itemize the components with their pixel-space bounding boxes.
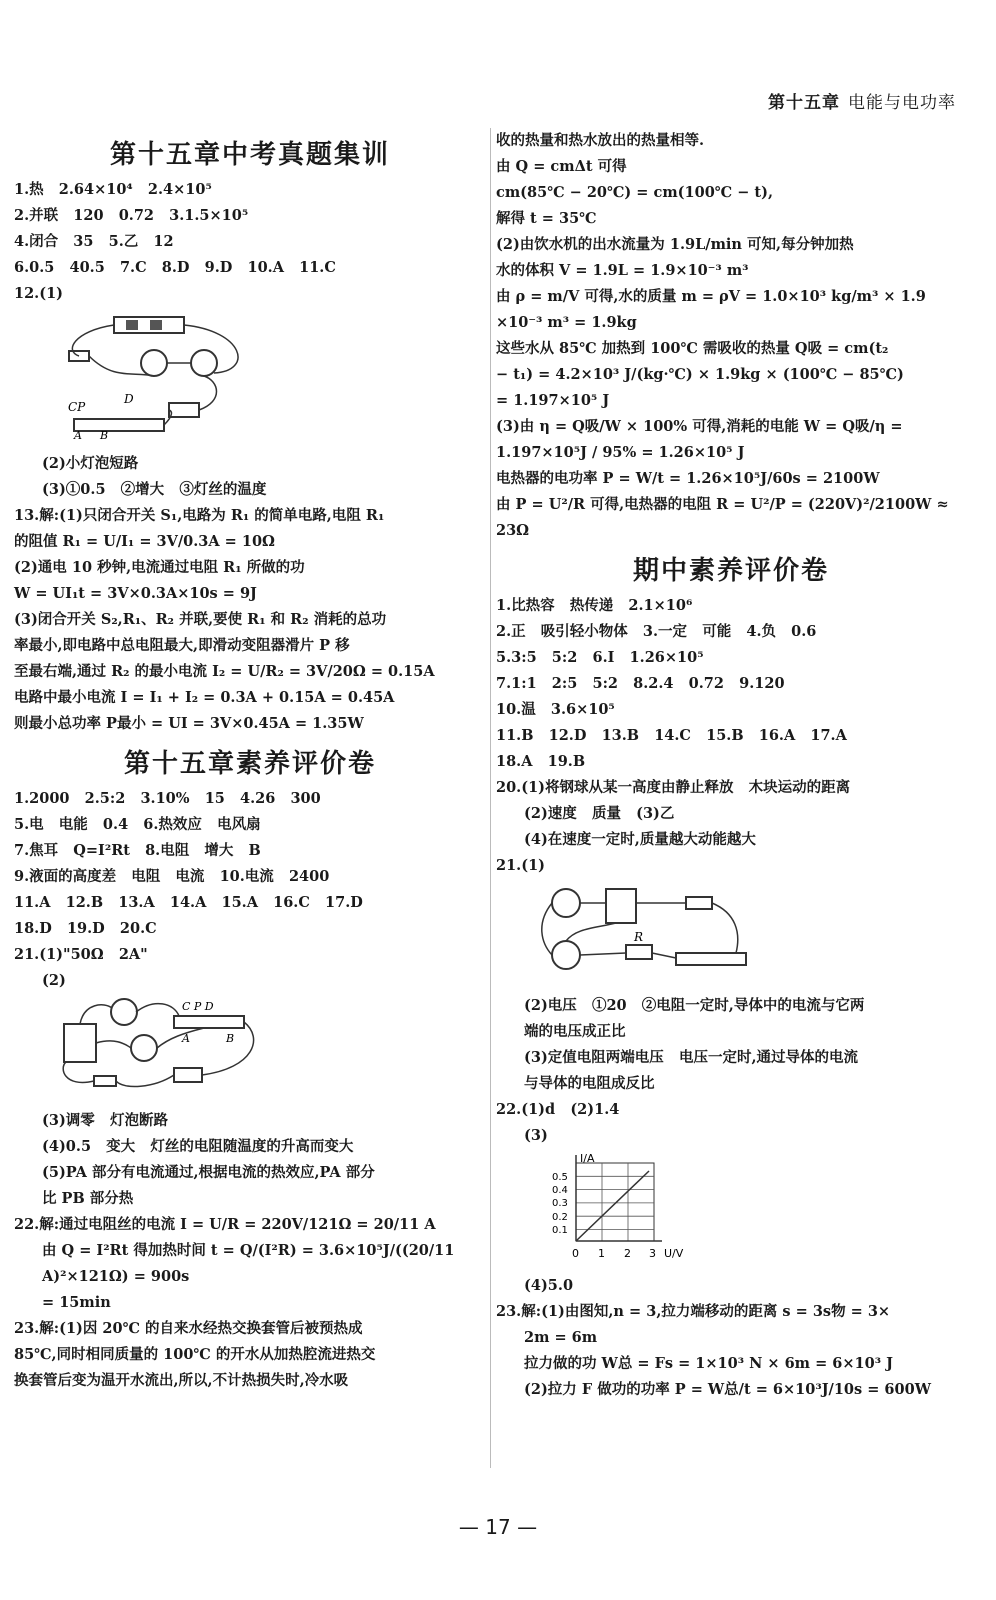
answer-line: 1.热 2.64×10⁴ 2.4×10⁵	[14, 181, 212, 198]
answer-line: 22.解:通过电阻丝的电流 I = U/R = 220V/121Ω = 20/11 A	[14, 1216, 436, 1233]
answer-line: 20.(1)将钢球从某一高度由静止释放 木块运动的距离	[496, 779, 851, 796]
answer-line: (3)闭合开关 S₂,R₁、R₂ 并联,要使 R₁ 和 R₂ 消耗的总功	[14, 611, 387, 628]
answer-block	[14, 786, 486, 994]
answer-block	[14, 177, 486, 307]
answer-line: (2)小灯泡短路	[42, 455, 139, 472]
answer-line: 由 ρ = m/V 可得,水的质量 m = ρV = 1.0×10³ kg/m³ × 1.9	[496, 288, 926, 305]
graph-xtick: 1	[598, 1247, 605, 1260]
answer-line: 由 Q = cmΔt 可得	[496, 158, 627, 175]
svg-text:A: A	[74, 429, 82, 441]
answer-line: (3)定值电阻两端电压 电压一定时,通过导体的电流	[524, 1049, 859, 1066]
answer-line: (2)通电 10 秒钟,电流通过电阻 R₁ 所做的功	[14, 559, 305, 576]
answer-line: = 15min	[42, 1294, 111, 1311]
svg-text:B: B	[100, 429, 109, 441]
svg-text:C P D: C P D	[182, 1000, 214, 1013]
graph-xlabel: U/V	[664, 1247, 684, 1260]
answer-line: (4)0.5 变大 灯丝的电阻随温度的升高而变大	[42, 1138, 354, 1155]
answer-line: 拉力做的功 W总 = Fs = 1×10³ N × 6m = 6×10³ J	[524, 1355, 893, 1372]
section-title: 期中素养评价卷	[632, 556, 829, 586]
answer-line: 7.1:1 2:5 5:2 8.2.4 0.72 9.120	[496, 675, 785, 692]
answer-block	[496, 593, 966, 879]
svg-text:B: B	[226, 1032, 235, 1045]
answer-block	[14, 451, 486, 737]
answer-line: 9.液面的高度差 电阻 电流 10.电流 2400	[14, 868, 330, 885]
answer-line: 由 Q = I²Rt 得加热时间 t = Q/(I²R) = 3.6×10⁵J/((20/11 A)²×121Ω) = 900s	[42, 1242, 460, 1285]
graph-ylabel: I/A	[580, 1153, 595, 1165]
answer-line: 10.温 3.6×10⁵	[496, 701, 615, 718]
chapter-label: 第十五章	[768, 93, 840, 113]
i-u-graph	[536, 1153, 736, 1263]
left-column	[14, 128, 486, 1394]
answer-line: 电热器的电功率 P = W/t = 1.26×10⁵J/60s = 2100W	[496, 470, 880, 487]
answer-line: 至最右端,通过 R₂ 的最小电流 I₂ = U/R₂ = 3V/20Ω = 0.15A	[14, 663, 435, 680]
graph-ytick: 0.1	[552, 1225, 568, 1236]
answer-line: 与导体的电阻成反比	[524, 1075, 655, 1092]
answer-line: 4.闭合 35 5.乙 12	[14, 233, 174, 250]
answer-line: ×10⁻³ m³ = 1.9kg	[496, 314, 637, 331]
answer-line: 22.(1)d (2)1.4	[496, 1101, 620, 1118]
answer-block	[496, 993, 966, 1149]
svg-text:R: R	[634, 930, 644, 944]
answer-block	[496, 128, 966, 544]
answer-line: 5.电 电能 0.4 6.热效应 电风扇	[14, 816, 261, 833]
answer-line: 23.解:(1)因 20℃ 的自来水经热交换套管后被预热成	[14, 1320, 363, 1337]
answer-line: 11.A 12.B 13.A 14.A 15.A 16.C 17.D	[14, 894, 363, 911]
answer-line: 2.正 吸引轻小物体 3.一定 可能 4.负 0.6	[496, 623, 817, 640]
answer-line: 换套管后变为温开水流出,所以,不计热损失时,冷水吸	[14, 1372, 349, 1389]
graph-ytick: 0.2	[552, 1212, 568, 1223]
column-divider	[490, 128, 491, 1468]
answer-line: 13.解:(1)只闭合开关 S₁,电路为 R₁ 的简单电路,电阻 R₁	[14, 507, 385, 524]
answer-line: 比 PB 部分热	[42, 1190, 134, 1207]
answer-block	[14, 1108, 486, 1394]
answer-line: (2)拉力 F 做功的功率 P = W总/t = 6×10³J/10s = 600W	[524, 1381, 931, 1398]
svg-text:A: A	[182, 1032, 190, 1045]
answer-line: (2)速度 质量 (3)乙	[524, 805, 675, 822]
answer-line: (2)	[42, 972, 66, 989]
answer-line: (4)在速度一定时,质量越大动能越大	[524, 831, 756, 848]
answer-line: 85℃,同时相同质量的 100℃ 的开水从加热腔流进热交	[14, 1346, 376, 1363]
answer-line: 由 P = U²/R 可得,电热器的电阻 R = U²/P = (220V)²/2100W ≈ 23Ω	[496, 496, 954, 539]
answer-line: 1.2000 2.5:2 3.10% 15 4.26 300	[14, 790, 321, 807]
answer-line: cm(85℃ − 20℃) = cm(100℃ − t),	[496, 184, 774, 201]
answer-line: 21.(1)	[496, 857, 546, 874]
answer-line: 的阻值 R₁ = U/I₁ = 3V/0.3A = 10Ω	[14, 533, 275, 550]
graph-xtick: 3	[649, 1247, 656, 1260]
section-title: 第十五章中考真题集训	[109, 140, 390, 170]
answer-line: 这些水从 85℃ 加热到 100℃ 需吸收的热量 Q吸 = cm(t₂	[496, 340, 889, 357]
answer-line: 18.A 19.B	[496, 753, 586, 770]
section-title: 第十五章素养评价卷	[123, 749, 376, 779]
answer-line: 5.3:5 5:2 6.Ⅰ 1.26×10⁵	[496, 649, 704, 666]
answer-line: 21.(1)"50Ω 2A"	[14, 946, 148, 963]
page-number: — 17 —	[458, 1515, 538, 1539]
answer-line: 6.0.5 40.5 7.C 8.D 9.D 10.A 11.C	[14, 259, 336, 276]
answer-line: (3)①0.5 ②增大 ③灯丝的温度	[42, 481, 267, 498]
answer-line: (2)电压 ①20 ②电阻一定时,导体中的电流与它两	[524, 997, 865, 1014]
answer-line: (5)PA 部分有电流通过,根据电流的热效应,PA 部分	[42, 1164, 375, 1181]
svg-text:D: D	[124, 392, 134, 406]
answer-line: (3)由 η = Q吸/W × 100% 可得,消耗的电能 W = Q吸/η =	[496, 418, 903, 435]
answer-line: 12.(1)	[14, 285, 64, 302]
answer-line: 解得 t = 35℃	[496, 210, 597, 227]
answer-line: − t₁) = 4.2×10³ J/(kg·℃) × 1.9kg × (100℃ − 85℃)	[496, 366, 904, 383]
answer-line: 1.比热容 热传递 2.1×10⁶	[496, 597, 693, 614]
graph-ytick: 0.4	[552, 1185, 568, 1196]
graph-ytick: 0.3	[552, 1198, 568, 1209]
answer-line: 11.B 12.D 13.B 14.C 15.B 16.A 17.A	[496, 727, 847, 744]
answer-line: 水的体积 V = 1.9L = 1.9×10⁻³ m³	[496, 262, 749, 279]
answer-line: 1.197×10⁵J / 95% = 1.26×10⁵ J	[496, 444, 745, 461]
answer-line: 端的电压成正比	[524, 1023, 626, 1040]
circuit-diagram	[54, 998, 274, 1098]
graph-ytick: 0.5	[552, 1172, 568, 1183]
graph-xtick: 0	[572, 1247, 579, 1260]
svg-text:CP: CP	[68, 400, 86, 414]
right-column	[496, 128, 966, 1403]
answer-line: 收的热量和热水放出的热量相等.	[496, 132, 705, 149]
answer-line: 率最小,即电路中总电阻最大,即滑动变阻器滑片 P 移	[14, 637, 350, 654]
circuit-diagram	[536, 883, 756, 983]
answer-line: (2)由饮水机的出水流量为 1.9L/min 可知,每分钟加热	[496, 236, 854, 253]
answer-line: 电路中最小电流 I = I₁ + I₂ = 0.3A + 0.15A = 0.45A	[14, 689, 395, 706]
answer-line: 2.并联 120 0.72 3.1.5×10⁵	[14, 207, 249, 224]
answer-block	[496, 1273, 966, 1403]
page-header	[768, 88, 956, 113]
graph-xtick: 2	[624, 1247, 631, 1260]
circuit-diagram	[54, 311, 274, 441]
answer-line: 18.D 19.D 20.C	[14, 920, 157, 937]
answer-line: 2m = 6m	[524, 1329, 598, 1346]
answer-line: W = UI₁t = 3V×0.3A×10s = 9J	[14, 585, 257, 602]
answer-line: 则最小总功率 P最小 = UI = 3V×0.45A = 1.35W	[14, 715, 364, 732]
answer-line: (4)5.0	[524, 1277, 574, 1294]
answer-line: (3)	[524, 1127, 548, 1144]
answer-line: 7.焦耳 Q=I²Rt 8.电阻 增大 B	[14, 842, 261, 859]
answer-line: (3)调零 灯泡断路	[42, 1112, 168, 1129]
answer-line: = 1.197×10⁵ J	[496, 392, 610, 409]
chapter-topic: 电能与电功率	[848, 93, 956, 113]
answer-line: 23.解:(1)由图知,n = 3,拉力端移动的距离 s = 3s物 = 3×	[496, 1303, 891, 1320]
